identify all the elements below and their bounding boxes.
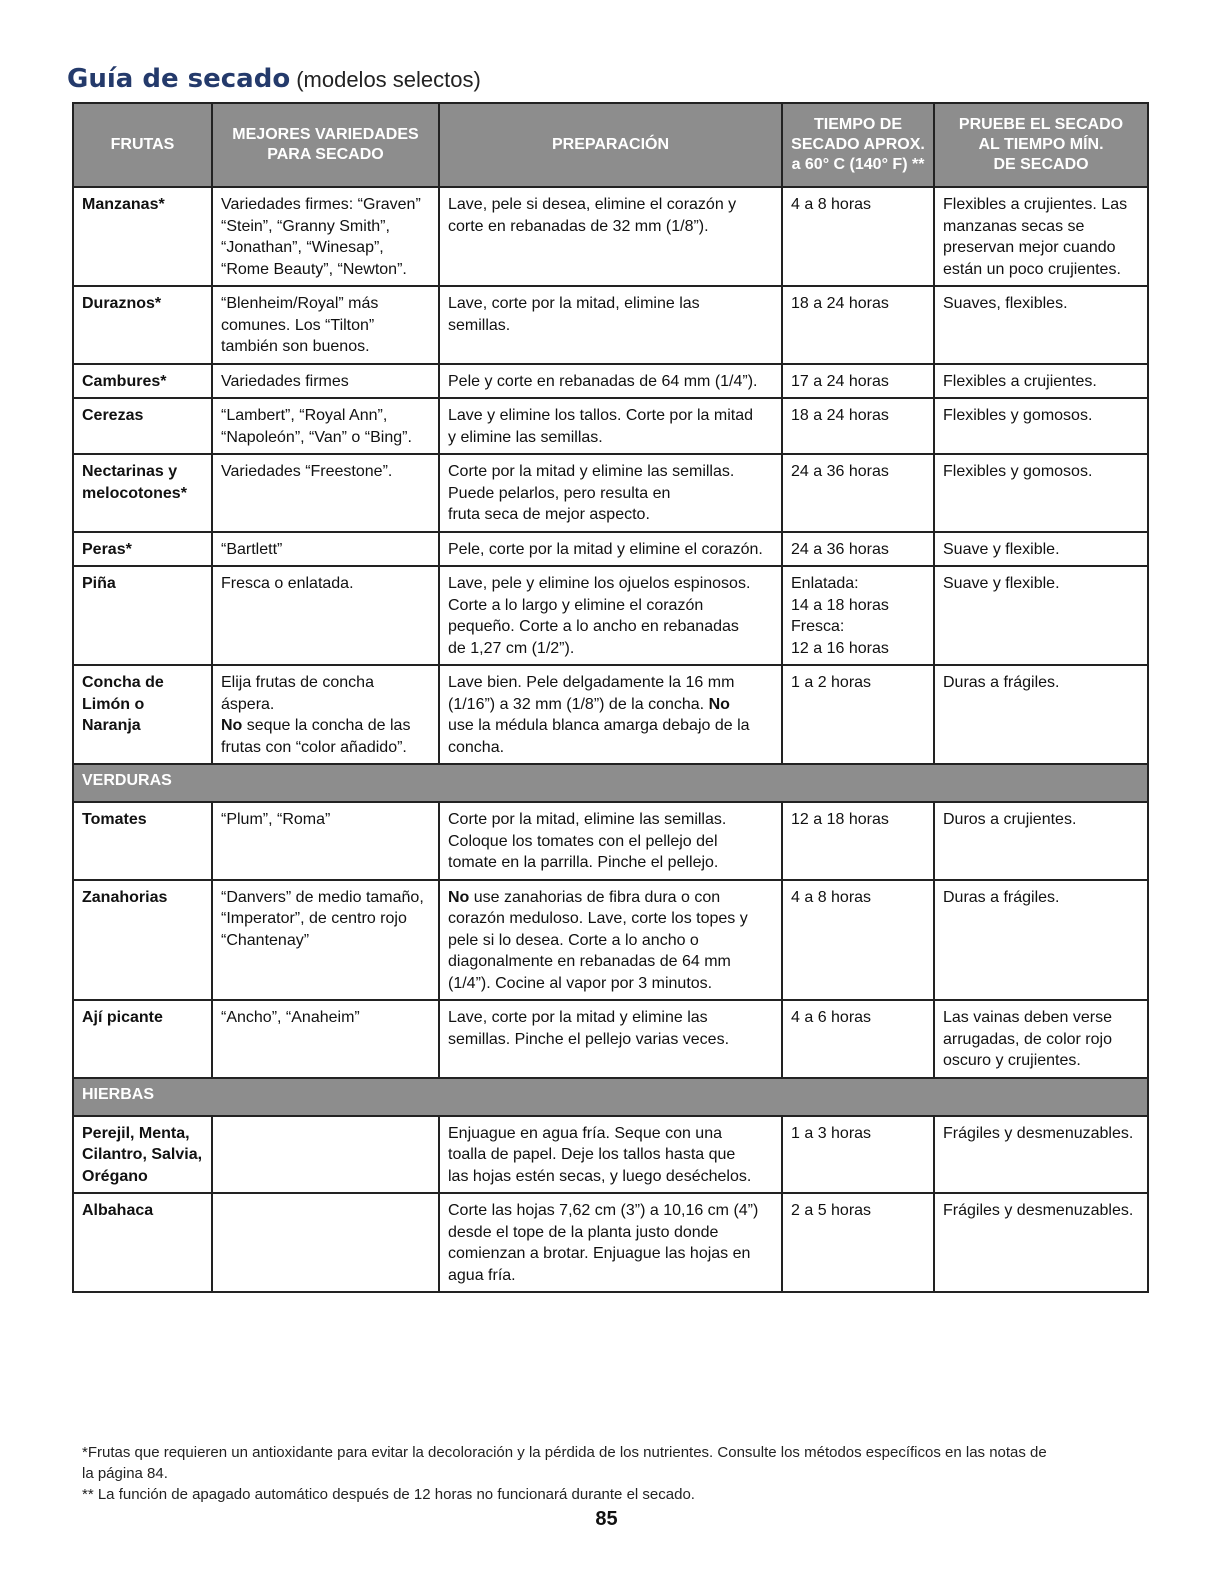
drying-time-cell: 24 a 36 horas (782, 532, 934, 567)
page-title (67, 64, 481, 94)
table-row (73, 364, 1148, 399)
item-name: Piña (73, 566, 212, 665)
item-name: Concha de Limón o Naranja (73, 665, 212, 764)
varieties-cell (212, 1116, 439, 1194)
varieties-cell: Variedades firmes (212, 364, 439, 399)
item-name: Manzanas* (73, 187, 212, 286)
test-cell: Flexibles a crujientes. (934, 364, 1148, 399)
table-header-row (73, 103, 1148, 187)
header-drying-time: TIEMPO DE SECADO APROX. a 60° C (140° F) ** (782, 103, 934, 187)
drying-time-cell: 4 a 8 horas (782, 880, 934, 1001)
varieties-cell: “Danvers” de medio tamaño, “Imperator”, de centro rojo “Chantenay” (212, 880, 439, 1001)
test-cell: Frágiles y desmenuzables. (934, 1116, 1148, 1194)
test-cell: Flexibles a crujientes. Las manzanas secas se preservan mejor cuando están un poco crujientes. (934, 187, 1148, 286)
title-subtitle: (modelos selectos) (296, 67, 481, 92)
test-cell: Flexibles y gomosos. (934, 454, 1148, 532)
item-name: Ají picante (73, 1000, 212, 1078)
varieties-cell (212, 1193, 439, 1292)
emphasis-text: No (221, 717, 243, 734)
drying-time-cell: 2 a 5 horas (782, 1193, 934, 1292)
item-name: Peras* (73, 532, 212, 567)
title-main: Guía de secado (67, 64, 291, 94)
drying-guide-table (72, 102, 1149, 1293)
test-cell: Frágiles y desmenuzables. (934, 1193, 1148, 1292)
item-name: Zanahorias (73, 880, 212, 1001)
table-row (73, 880, 1148, 1001)
preparation-cell: No use zanahorias de fibra dura o con corazón meduloso. Lave, corte los topes y pele si lo desea. Corte a lo ancho o diagonalmente en rebanadas de 64 mm (1/4”). Cocine al vapor por 3 minutos. (439, 880, 782, 1001)
test-cell: Duros a crujientes. (934, 802, 1148, 880)
item-name: Albahaca (73, 1193, 212, 1292)
header-test: PRUEBE EL SECADO AL TIEMPO MÍN. DE SECADO (934, 103, 1148, 187)
preparation-cell: Lave y elimine los tallos. Corte por la mitad y elimine las semillas. (439, 398, 782, 454)
table-body (73, 187, 1148, 1292)
section-herbs (73, 1078, 1148, 1116)
test-cell: Duras a frágiles. (934, 880, 1148, 1001)
header-fruits: FRUTAS (73, 103, 212, 187)
drying-time-cell: 12 a 18 horas (782, 802, 934, 880)
drying-time-cell: 1 a 2 horas (782, 665, 934, 764)
emphasis-text: No (708, 695, 730, 713)
footnote-auto-shutoff: ** La función de apagado automático después de 12 horas no funcionará durante el secado. (82, 1486, 695, 1503)
section-herbs-label: HIERBAS (73, 1078, 1148, 1116)
preparation-cell: Lave, pele y elimine los ojuelos espinosos. Corte a lo largo y elimine el corazón pequeño. Corte a lo ancho en rebanadas de 1,27 cm (1/2”). (439, 566, 782, 665)
drying-time-cell: 18 a 24 horas (782, 286, 934, 364)
test-cell: Suave y flexible. (934, 532, 1148, 567)
drying-time-cell: Enlatada: 14 a 18 horas Fresca: 12 a 16 horas (782, 566, 934, 665)
preparation-cell: Corte las hojas 7,62 cm (3”) a 10,16 cm (4”) desde el tope de la planta justo donde comienzan a brotar. Enjuague las hojas en agua fría. (439, 1193, 782, 1292)
section-vegetables (73, 764, 1148, 802)
drying-time-cell: 24 a 36 horas (782, 454, 934, 532)
varieties-cell: Variedades “Freestone”. (212, 454, 439, 532)
table-row (73, 665, 1148, 764)
preparation-cell: Pele y corte en rebanadas de 64 mm (1/4”). (439, 364, 782, 399)
header-varieties: MEJORES VARIEDADES PARA SECADO (212, 103, 439, 187)
varieties-cell: Elija frutas de concha áspera. No seque la concha de las frutas con “color añadido”. (212, 665, 439, 764)
item-name: Tomates (73, 802, 212, 880)
footnotes (82, 1442, 1152, 1505)
varieties-cell: “Bartlett” (212, 532, 439, 567)
header-preparation: PREPARACIÓN (439, 103, 782, 187)
preparation-cell: Lave, corte por la mitad, elimine las semillas. (439, 286, 782, 364)
varieties-cell: “Blenheim/Royal” más comunes. Los “Tilton” también son buenos. (212, 286, 439, 364)
table-row (73, 802, 1148, 880)
varieties-cell: “Ancho”, “Anaheim” (212, 1000, 439, 1078)
preparation-cell: Enjuague en agua fría. Seque con una toalla de papel. Deje los tallos hasta que las hojas estén secas, y luego deséchelos. (439, 1116, 782, 1194)
table-row (73, 187, 1148, 286)
table-row (73, 566, 1148, 665)
test-cell: Suave y flexible. (934, 566, 1148, 665)
test-cell: Suaves, flexibles. (934, 286, 1148, 364)
drying-time-cell: 18 a 24 horas (782, 398, 934, 454)
preparation-cell: Lave, corte por la mitad y elimine las semillas. Pinche el pellejo varias veces. (439, 1000, 782, 1078)
footnote-antioxidant: *Frutas que requieren un antioxidante para evitar la decoloración y la pérdida de los nutrientes. Consulte los métodos específicos en las notas de la página 84. (82, 1444, 1047, 1482)
test-cell: Flexibles y gomosos. (934, 398, 1148, 454)
varieties-cell: “Lambert”, “Royal Ann”, “Napoleón”, “Van” o “Bing”. (212, 398, 439, 454)
item-name: Cerezas (73, 398, 212, 454)
drying-time-cell: 4 a 6 horas (782, 1000, 934, 1078)
table-row (73, 286, 1148, 364)
item-name: Perejil, Menta, Cilantro, Salvia, Orégano (73, 1116, 212, 1194)
drying-time-cell: 1 a 3 horas (782, 1116, 934, 1194)
preparation-cell: Lave, pele si desea, elimine el corazón y corte en rebanadas de 32 mm (1/8”). (439, 187, 782, 286)
item-name: Cambures* (73, 364, 212, 399)
section-vegetables-label: VERDURAS (73, 764, 1148, 802)
preparation-cell: Lave bien. Pele delgadamente la 16 mm (1/16”) a 32 mm (1/8”) de la concha. No use la médula blanca amarga debajo de la concha. (439, 665, 782, 764)
varieties-cell: Fresca o enlatada. (212, 566, 439, 665)
drying-time-cell: 4 a 8 horas (782, 187, 934, 286)
preparation-cell: Corte por la mitad y elimine las semillas. Puede pelarlos, pero resulta en fruta seca de mejor aspecto. (439, 454, 782, 532)
table-row (73, 398, 1148, 454)
varieties-cell: Variedades firmes: “Graven” “Stein”, “Granny Smith”, “Jonathan”, “Winesap”, “Rome Beauty”, “Newton”. (212, 187, 439, 286)
table-row (73, 454, 1148, 532)
item-name: Duraznos* (73, 286, 212, 364)
page-number: 85 (595, 1508, 618, 1530)
test-cell: Las vainas deben verse arrugadas, de color rojo oscuro y crujientes. (934, 1000, 1148, 1078)
drying-time-cell: 17 a 24 horas (782, 364, 934, 399)
table-row (73, 1000, 1148, 1078)
table-row (73, 1116, 1148, 1194)
table-row (73, 532, 1148, 567)
test-cell: Duras a frágiles. (934, 665, 1148, 764)
emphasis-text: No (448, 888, 470, 906)
preparation-cell: Corte por la mitad, elimine las semillas. Coloque los tomates con el pellejo del tomate en la parrilla. Pinche el pellejo. (439, 802, 782, 880)
table-row (73, 1193, 1148, 1292)
varieties-cell: “Plum”, “Roma” (212, 802, 439, 880)
preparation-cell: Pele, corte por la mitad y elimine el corazón. (439, 532, 782, 567)
item-name: Nectarinas y melocotones* (73, 454, 212, 532)
